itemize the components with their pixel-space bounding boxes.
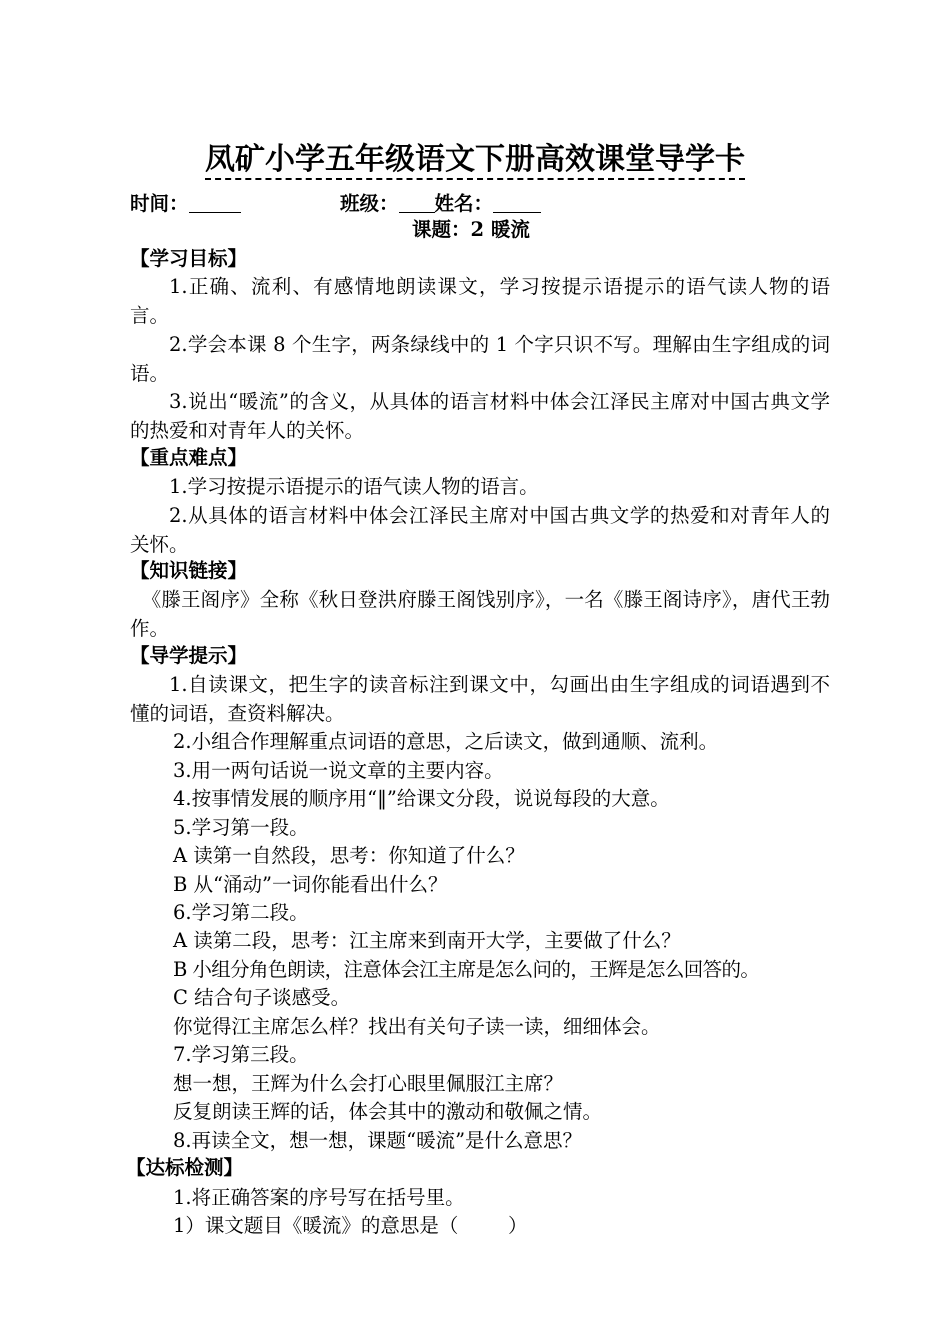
test-line: 1）课文题目《暖流》的意思是（ ） — [173, 1214, 528, 1237]
knowledge-text: 《滕王阁序》全称《秋日登洪府滕王阁饯别序》，一名《滕王阁诗序》，唐代王勃作。 — [130, 588, 830, 640]
page-title: 凤矿小学五年级语文下册高效课堂导学卡 — [0, 140, 950, 180]
section-heading-guide: 【导学提示】 — [130, 644, 248, 667]
time-blank — [189, 192, 241, 213]
guide-line: 想一想，王辉为什么会打心眼里佩服江主席？ — [173, 1072, 564, 1095]
goal-item: 1.正确、流利、有感情地朗读课文，学习按提示语提示的语气读人物的语言。 — [130, 275, 830, 327]
guide-item: 1.自读课文，把生字的读音标注到课文中，勾画出由生字组成的词语遇到不懂的词语，查资料解决。 — [130, 673, 830, 725]
guide-line: A 读第一自然段，思考：你知道了什么？ — [173, 844, 525, 867]
class-blank — [399, 192, 435, 213]
section-heading-goals: 【学习目标】 — [130, 247, 248, 270]
lesson-topic: 课题：2 暖流 — [412, 218, 530, 241]
guide-line: 6.学习第二段。 — [173, 901, 309, 924]
guide-line: B 小组分角色朗读，注意体会江主席是怎么问的，王辉是怎么回答的。 — [173, 958, 760, 981]
key-point-item: 1.学习按提示语提示的语气读人物的语言。 — [169, 475, 539, 498]
time-field: 时间： — [130, 190, 241, 218]
goal-item: 3.说出“暖流”的含义，从具体的语言材料中体会江泽民主席对中国古典文学的热爱和对青年人的关怀。 — [130, 390, 830, 442]
guide-line: 你觉得江主席怎么样？找出有关句子读一读，细细体会。 — [173, 1015, 661, 1038]
guide-line: 反复朗读王辉的话，体会其中的激动和敬佩之情。 — [173, 1100, 603, 1123]
guide-line: B 从“涌动”一词你能看出什么？ — [173, 873, 448, 896]
guide-line: 3.用一两句话说一说文章的主要内容。 — [173, 759, 504, 782]
guide-line: 5.学习第一段。 — [173, 816, 309, 839]
guide-line: 7.学习第三段。 — [173, 1043, 309, 1066]
guide-line: C 结合句子谈感受。 — [173, 986, 351, 1009]
name-blank — [493, 192, 541, 213]
class-name-field: 班级： 姓名： — [340, 190, 541, 218]
guide-line: 2.小组合作理解重点词语的意思，之后读文，做到通顺、流利。 — [173, 730, 719, 753]
key-point-item: 2.从具体的语言材料中体会江泽民主席对中国古典文学的热爱和对青年人的关怀。 — [130, 504, 830, 556]
guide-line: 4.按事情发展的顺序用“‖”给课文分段，说说每段的大意。 — [173, 787, 670, 810]
goal-item: 2.学会本课 8 个生字，两条绿线中的 1 个字只识不写。理解由生字组成的词语。 — [130, 333, 830, 385]
section-heading-knowledge: 【知识链接】 — [130, 559, 248, 582]
test-line: 1.将正确答案的序号写在括号里。 — [173, 1186, 465, 1209]
guide-line: 8.再读全文，想一想，课题“暖流”是什么意思？ — [173, 1129, 583, 1152]
section-heading-key-points: 【重点难点】 — [130, 446, 248, 469]
guide-line: A 读第二段，思考：江主席来到南开大学，主要做了什么？ — [173, 929, 681, 952]
section-heading-test: 【达标检测】 — [126, 1156, 244, 1179]
